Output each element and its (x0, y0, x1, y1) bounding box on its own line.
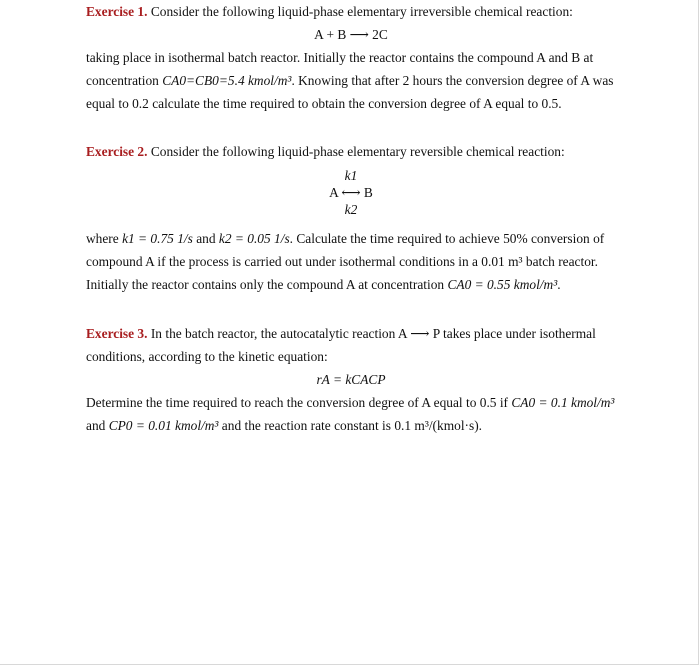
reversible-reaction-stack (329, 167, 373, 218)
exercise-3-cp0: CP0 = 0.01 kmol/m³ (108, 418, 219, 433)
exercise-3-line-2 (86, 414, 616, 437)
exercise-1-line-1: taking place in isothermal batch reactor. Initially the reactor contains the compound A and B at (86, 50, 594, 65)
exercise-1-line-2 (86, 69, 616, 92)
exercise-1-line-2-post: . Knowing that after 2 hours the conversion degree of A was (291, 73, 614, 88)
exercise-3-ca0: CA0 = 0.1 kmol/m³ (511, 395, 615, 410)
exercise-2-line-3-b: . (557, 277, 561, 292)
exercise-2 (86, 140, 616, 296)
exercise-2-line-3 (86, 273, 616, 296)
exercise-1-reaction: A + B ⟶ 2C (314, 27, 388, 42)
exercise-1-concentration: CA0=CB0=5.4 kmol/m³ (162, 73, 292, 88)
exercise-2-reaction (86, 167, 616, 221)
k2-value: k2 = 0.05 1/s (218, 231, 290, 246)
reversible-reaction: A ⟷ B (329, 185, 373, 200)
exercise-2-intro-line (86, 140, 616, 163)
exercise-1-title: Exercise 1. (86, 4, 148, 19)
exercise-3 (86, 322, 616, 437)
exercise-3-title: Exercise 3. (86, 326, 148, 341)
exercise-1 (86, 0, 616, 115)
exercise-3-intro-1: In the batch reactor, the autocatalytic reaction A ⟶ P takes place under isothermal (150, 326, 596, 341)
rate-constant-k1: k1 (344, 168, 358, 183)
exercise-2-line-1-b: . Calculate the time required to achieve 50% conversion of (289, 231, 605, 246)
exercise-2-concentration: CA0 = 0.55 kmol/m³ (447, 277, 558, 292)
exercise-2-intro: Consider the following liquid-phase elementary reversible chemical reaction: (150, 144, 565, 159)
exercise-3-line-1-a: Determine the time required to reach the conversion degree of A equal to 0.5 if (86, 395, 512, 410)
rate-constant-k2: k2 (344, 202, 358, 217)
exercise-2-line-2: compound A if the process is carried out under isothermal conditions in a 0.01 m³ batch reactor. (86, 254, 598, 269)
exercise-2-line-1-a: where (86, 231, 123, 246)
exercise-3-line-2-b: and the reaction rate constant is 0.1 m³/(kmol·s). (218, 418, 483, 433)
exercise-3-intro-line (86, 322, 616, 345)
k1-value: k1 = 0.75 1/s (122, 231, 193, 246)
exercise-3-line-1 (86, 391, 616, 414)
exercise-1-intro: Consider the following liquid-phase elementary irreversible chemical reaction: (150, 4, 573, 19)
exercise-1-line-2-pre: concentration (86, 73, 163, 88)
exercise-2-line-3-a: Initially the reactor contains only the compound A at concentration (86, 277, 448, 292)
exercise-2-and: and (192, 231, 219, 246)
exercise-3-intro-2: conditions, according to the kinetic equation: (86, 349, 328, 364)
exercise-1-line-3: equal to 0.2 calculate the time required to obtain the conversion degree of A equal to 0.5. (86, 96, 562, 111)
exercise-2-title: Exercise 2. (86, 144, 148, 159)
exercise-2-line-1 (86, 227, 616, 250)
exercise-3-rate-equation: rA = kCACP (316, 372, 386, 387)
exercise-3-line-2-a: and (86, 418, 109, 433)
exercise-1-intro-line (86, 0, 616, 23)
